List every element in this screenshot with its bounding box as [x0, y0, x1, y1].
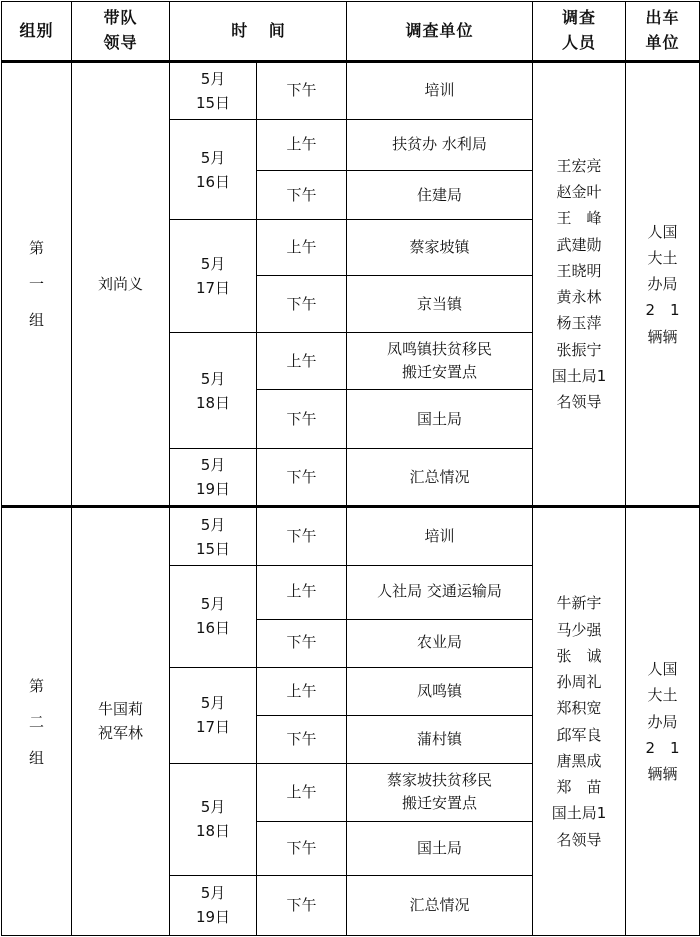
date-cell: 5月 18日 [170, 763, 257, 875]
period-cell: 下午 [257, 619, 347, 667]
header-row [2, 2, 700, 62]
date-cell: 5月 16日 [170, 120, 257, 220]
unit-cell: 扶贫办 水利局 [347, 120, 533, 171]
unit-cell: 人社局 交通运输局 [347, 565, 533, 619]
period-cell: 上午 [257, 120, 347, 171]
unit-cell: 蒲村镇 [347, 715, 533, 763]
date-cell: 5月 19日 [170, 449, 257, 507]
period-cell: 下午 [257, 821, 347, 875]
unit-cell: 国土局 [347, 821, 533, 875]
unit-cell: 蔡家坡扶贫移民 搬迁安置点 [347, 763, 533, 821]
unit-cell: 汇总情况 [347, 449, 533, 507]
unit-cell: 住建局 [347, 171, 533, 220]
unit-cell: 汇总情况 [347, 875, 533, 935]
period-cell: 下午 [257, 507, 347, 565]
date-cell: 5月 19日 [170, 875, 257, 935]
header-leader: 带队 领导 [72, 2, 170, 62]
vehicle-cell: 人国 大土 办局 2 1 辆辆 [626, 507, 700, 936]
group-name: 第 二 组 [2, 507, 72, 936]
period-cell: 下午 [257, 875, 347, 935]
date-cell: 5月 17日 [170, 667, 257, 763]
period-cell: 上午 [257, 333, 347, 390]
period-cell: 下午 [257, 62, 347, 120]
header-group: 组别 [2, 2, 72, 62]
vehicle-cell: 人国 大土 办局 2 1 辆辆 [626, 62, 700, 507]
staff-list: 牛新宇 马少强 张 诚 孙周礼 郑积宽 邱军良 唐黑成 郑 苗 国土局1 名领导 [533, 507, 626, 936]
period-cell: 下午 [257, 171, 347, 220]
staff-list: 王宏亮 赵金叶 王 峰 武建勋 王晓明 黄永林 杨玉萍 张振宁 国土局1 名领导 [533, 62, 626, 507]
unit-cell: 凤鸣镇扶贫移民 搬迁安置点 [347, 333, 533, 390]
date-cell: 5月 15日 [170, 507, 257, 565]
unit-cell: 京当镇 [347, 276, 533, 333]
table-row [2, 62, 700, 120]
unit-cell: 凤鸣镇 [347, 667, 533, 715]
date-cell: 5月 15日 [170, 62, 257, 120]
date-cell: 5月 17日 [170, 220, 257, 333]
period-cell: 下午 [257, 449, 347, 507]
survey-schedule-table [1, 1, 700, 936]
table-row [2, 507, 700, 565]
unit-cell: 培训 [347, 62, 533, 120]
period-cell: 上午 [257, 763, 347, 821]
date-cell: 5月 18日 [170, 333, 257, 449]
period-cell: 下午 [257, 390, 347, 449]
date-cell: 5月 16日 [170, 565, 257, 667]
period-cell: 上午 [257, 565, 347, 619]
header-time: 时 间 [170, 2, 347, 62]
period-cell: 上午 [257, 667, 347, 715]
unit-cell: 蔡家坡镇 [347, 220, 533, 276]
group-name: 第 一 组 [2, 62, 72, 507]
unit-cell: 农业局 [347, 619, 533, 667]
period-cell: 下午 [257, 276, 347, 333]
header-staff: 调查 人员 [533, 2, 626, 62]
unit-cell: 培训 [347, 507, 533, 565]
period-cell: 上午 [257, 220, 347, 276]
unit-cell: 国土局 [347, 390, 533, 449]
period-cell: 下午 [257, 715, 347, 763]
header-unit: 调查单位 [347, 2, 533, 62]
header-vehicle: 出车 单位 [626, 2, 700, 62]
group-leader: 刘尚义 [72, 62, 170, 507]
group-leader: 牛国莉 祝军林 [72, 507, 170, 936]
